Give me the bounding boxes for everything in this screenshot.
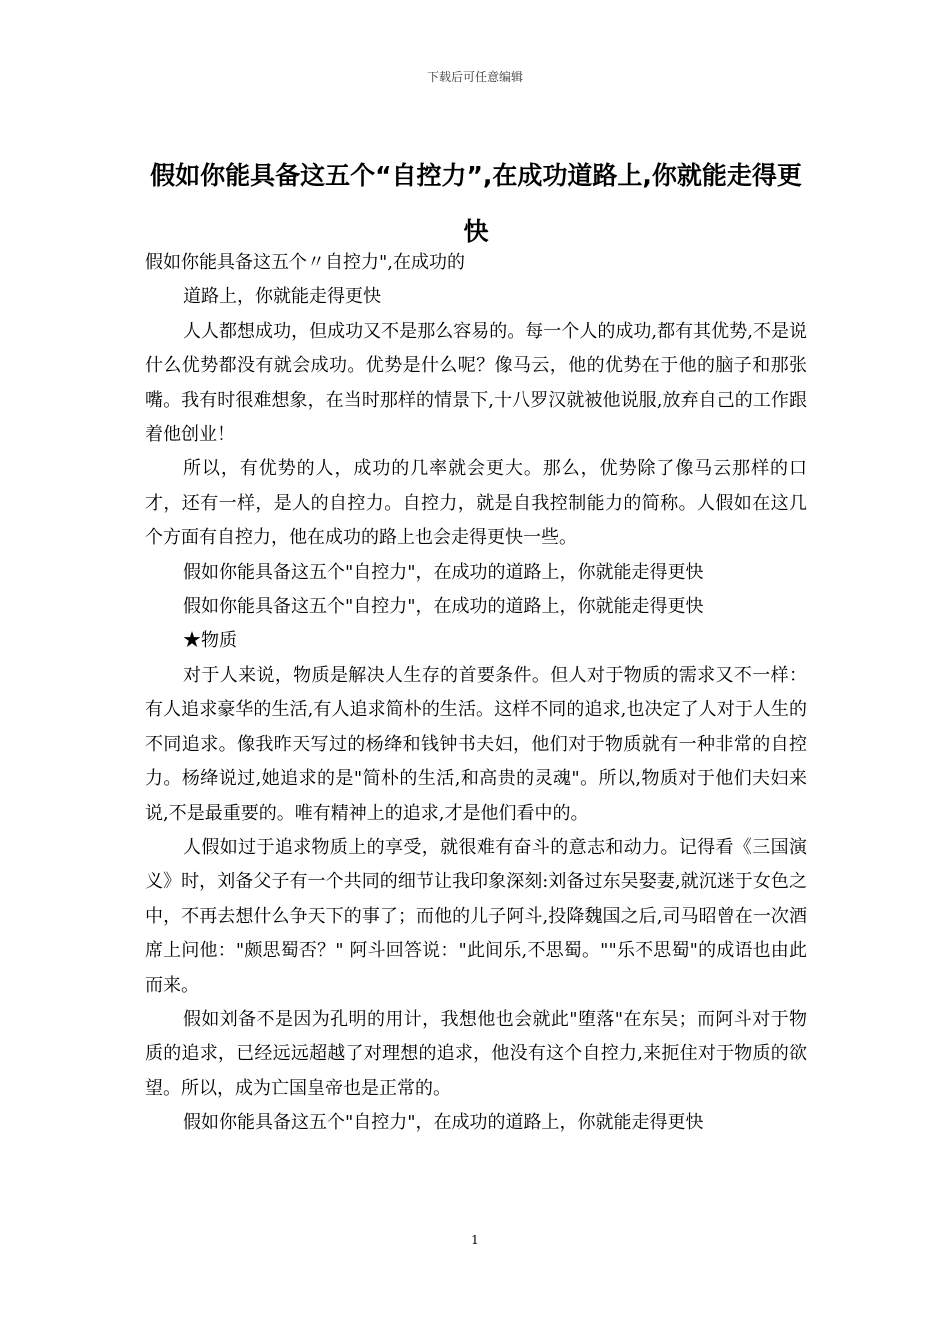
paragraph: 假如你能具备这五个"自控力"，在成功的道路上，你就能走得更快 — [183, 561, 704, 583]
section-heading: ★物质 — [183, 630, 237, 652]
document-body — [145, 246, 807, 1141]
page-header: 下载后可任意编辑 — [426, 70, 523, 84]
paragraph: 人人都想成功，但成功又不是那么容易的。每一个人的成功,都有其优势,不是说什么优势都没有就会成功。优势是什么呢？像马云，他的优势在于他的脑子和那张嘴。我有时很难想象，在当时那样的情景下,十八罗汉就被他说服,放弃自己的工作跟着他创业！ — [145, 320, 807, 446]
document-title: 假如你能具备这五个“自控力”,在成功道路上,你就能走得更快 — [150, 161, 802, 246]
paragraph: 所以，有优势的人，成功的几率就会更大。那么，优势除了像马云那样的口才，还有一样，是人的自控力。自控力，就是自我控制能力的简称。人假如在这几个方面有自控力，他在成功的路上也会走得更快一些。 — [145, 458, 807, 549]
paragraph: 假如刘备不是因为孔明的用计，我想他也会就此"堕落"在东吴；而阿斗对于物质的追求，已经远远超越了对理想的追求，他没有这个自控力,来扼住对于物质的欲望。所以，成为亡国皇帝也是正常的。 — [145, 1008, 807, 1099]
paragraph: 假如你能具备这五个"自控力"，在成功的道路上，你就能走得更快 — [183, 1112, 704, 1134]
paragraph: 人假如过于追求物质上的享受，就很难有奋斗的意志和动力。记得看《三国演义》时，刘备父子有一个共同的细节让我印象深刻:刘备过东吴娶妻,就沉迷于女色之中，不再去想什么争天下的事了；而他的儿子阿斗,投降魏国之后,司马昭曾在一次酒席上问他："颇思蜀否？" 阿斗回答说："此间乐,不思蜀。""乐不思蜀"的成语也由此而来。 — [145, 836, 807, 996]
paragraph: 假如你能具备这五个〃自控力",在成功的 — [145, 252, 465, 273]
paragraph: 假如你能具备这五个"自控力"，在成功的道路上，你就能走得更快 — [183, 596, 704, 618]
paragraph: 对于人来说，物质是解决人生存的首要条件。但人对于物质的需求又不一样：有人追求豪华的生活,有人追求简朴的生活。这样不同的追求,也决定了人对于人生的不同追求。像我昨天写过的杨绛和钱钟书夫妇，他们对于物质就有一种非常的自控力。杨绛说过,她追求的是"简朴的生活,和高贵的灵魂"。所以,物质对于他们夫妇来说,不是最重要的。唯有精神上的追求,才是他们看中的。 — [145, 664, 807, 824]
paragraph: 道路上，你就能走得更快 — [183, 286, 381, 308]
page-number: 1 — [471, 1233, 479, 1247]
